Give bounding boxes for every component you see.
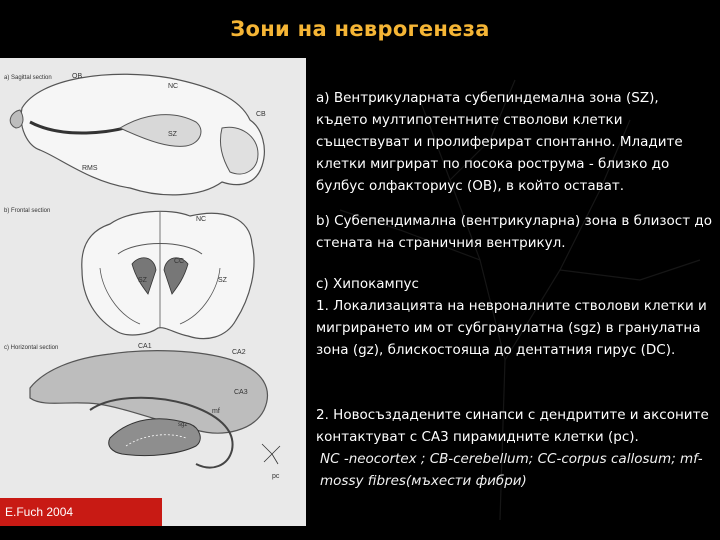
- panel-a-label: a) Sagittal section: [4, 75, 52, 81]
- label-sz-right: SZ: [218, 277, 227, 284]
- figure-credit: E.Fuch 2004: [0, 498, 162, 526]
- hippocampus-drawing: [30, 351, 280, 468]
- panel-c-label: c) Horizontal section: [4, 345, 59, 351]
- abbreviations: NC -neocortex ; CB-cerebellum; CC-corpus callosum; mf-mossy fibres(мъхести фибри): [320, 451, 703, 489]
- label-sz-left: SZ: [138, 277, 147, 284]
- label-ca2: CA2: [232, 349, 246, 356]
- neurogenesis-figure: [0, 58, 306, 526]
- section-a-text: a) Вентрикуларната субепиндемална зона (SZ), където мултипотентните стволови клетки съществуват и пролиферират спонтанно. Младите клетки мигрират по посока рострума - близко до булбус олфакториус (OB), в който остават.: [316, 90, 683, 194]
- label-pc: pc: [272, 473, 280, 480]
- label-nc-b: NC: [196, 216, 207, 223]
- label-sgz: sgz: [178, 422, 188, 428]
- label-mf: mf: [212, 408, 220, 415]
- section-c-point-2: 2. Новосъздадените синапси с дендритите и аксоните контактуват с CA3 пирамидните клетки (pc).: [316, 407, 709, 445]
- slide-title: Зони на неврогенеза: [230, 17, 490, 41]
- frontal-brain-drawing: [82, 211, 254, 338]
- section-c-text: [316, 273, 712, 361]
- sagittal-brain-drawing: [10, 74, 264, 195]
- label-ca3: CA3: [234, 389, 248, 396]
- section-c-title: c) Хипокампус: [316, 276, 419, 292]
- label-cb: CB: [256, 111, 266, 118]
- section-b-text: b) Субепендимална (вентрикуларна) зона в близост до стената на страничния вентрикул.: [316, 213, 712, 251]
- section-c-point-1: 1. Локализацията на невроналните стволови клетки и мигрирането им от субгранулатна (sgz) в гранулатна зона (gz), блискостояща до дентатния гирус (DC).: [316, 298, 707, 358]
- label-ob: OB: [72, 73, 83, 80]
- label-rms: RMS: [82, 165, 98, 172]
- label-nc: NC: [168, 83, 179, 90]
- label-cc: CC: [174, 258, 185, 265]
- panel-b-label: b) Frontal section: [4, 208, 51, 214]
- figure-drawing: [0, 58, 306, 526]
- section-c2-text: [316, 404, 712, 492]
- label-sz: SZ: [168, 131, 177, 138]
- label-ca1: CA1: [138, 343, 152, 350]
